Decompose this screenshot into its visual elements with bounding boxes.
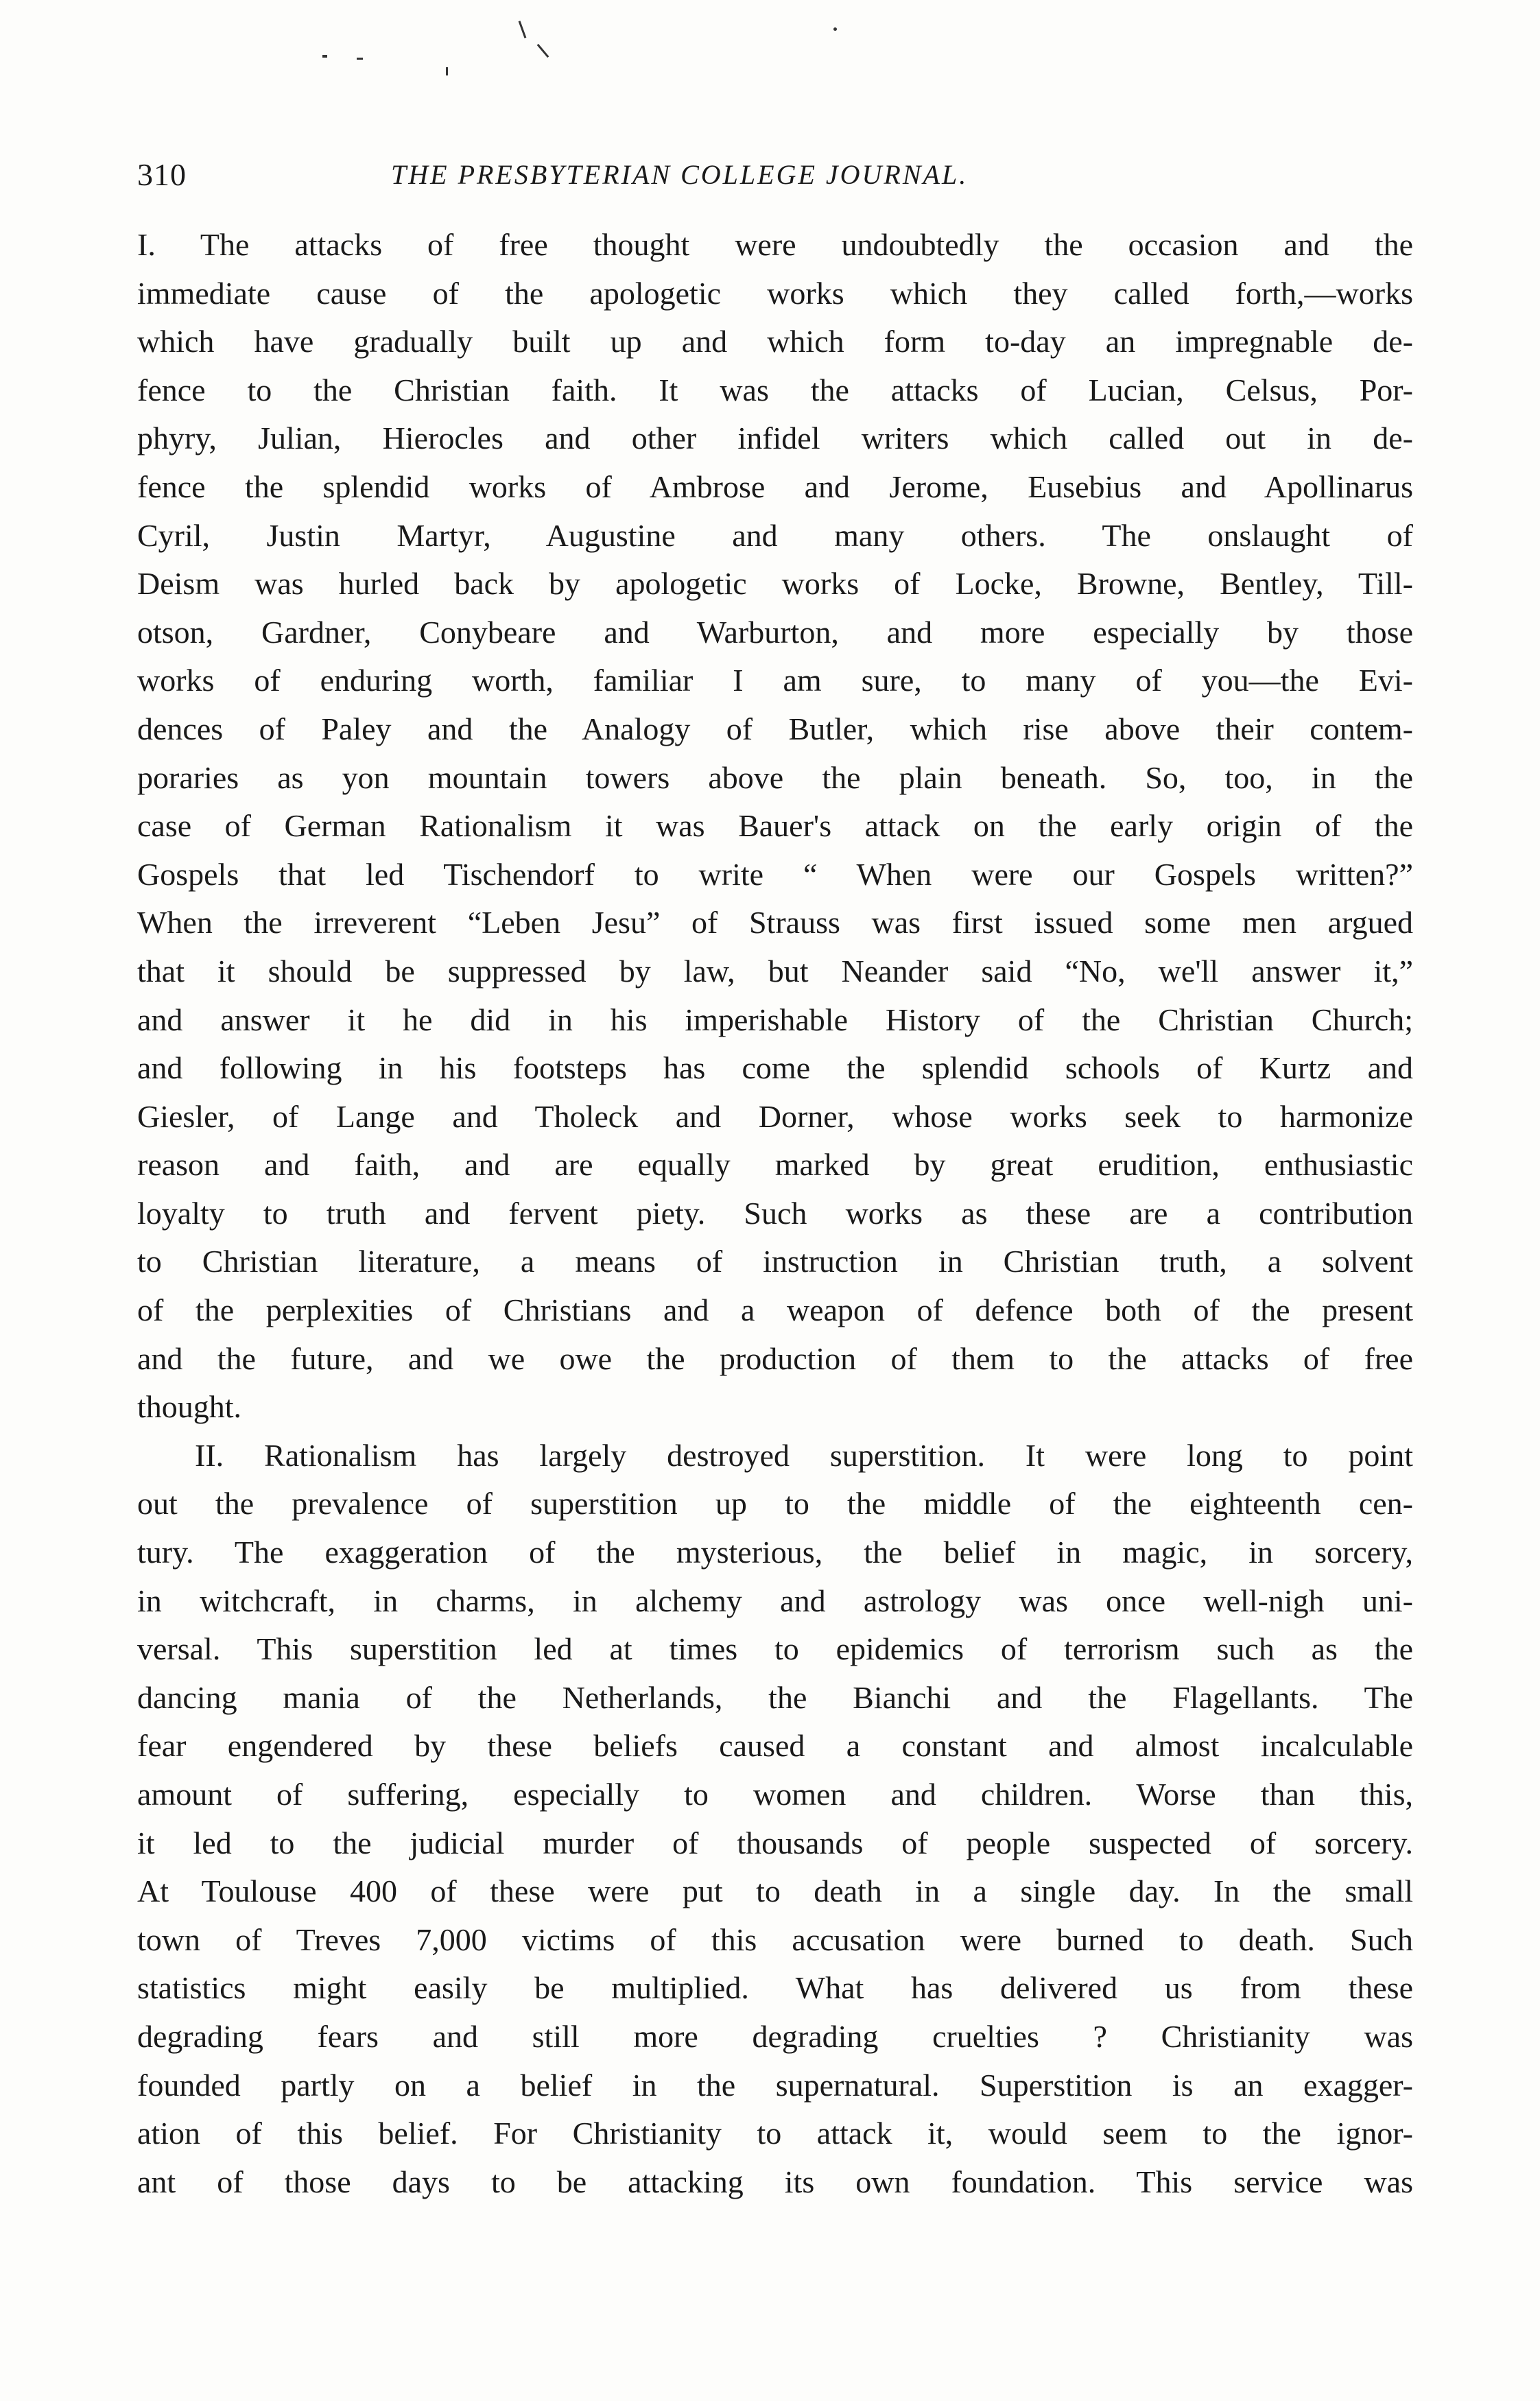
text-line: that it should be suppressed by law, but Neander said “No, we'll answer it,” bbox=[137, 953, 1413, 989]
text-line: tury. The exaggeration of the mysterious, the belief in magic, in sorcery, bbox=[137, 1535, 1413, 1570]
text-line: When the irreverent “Leben Jesu” of Strauss was first issued some men argued bbox=[137, 905, 1413, 941]
ink-speck bbox=[446, 67, 448, 75]
text-line: otson, Gardner, Conybeare and Warburton, and more especially by those bbox=[137, 614, 1413, 650]
text-line: Deism was hurled back by apologetic works of Locke, Browne, Bentley, Till- bbox=[137, 566, 1413, 602]
text-line: phyry, Julian, Hierocles and other infidel writers which called out in de- bbox=[137, 421, 1413, 456]
text-line: versal. This superstition led at times to epidemics of terrorism such as the bbox=[137, 1631, 1413, 1667]
text-line: Cyril, Justin Martyr, Augustine and many others. The onslaught of bbox=[137, 517, 1413, 553]
article-body bbox=[137, 221, 1413, 2206]
text-line: reason and faith, and are equally marked by great erudition, enthusiastic bbox=[137, 1147, 1413, 1183]
ink-speck bbox=[357, 58, 363, 60]
text-line: and answer it he did in his imperishable History of the Christian Church; bbox=[137, 1002, 1413, 1037]
text-line: it led to the judicial murder of thousands of people suspected of sorcery. bbox=[137, 1825, 1413, 1860]
text-line: ation of this belief. For Christianity to attack it, would seem to the ignor- bbox=[137, 2116, 1413, 2151]
text-line: poraries as yon mountain towers above the plain beneath. So, too, in the bbox=[137, 759, 1413, 795]
text-line: case of German Rationalism it was Bauer's attack on the early origin of the bbox=[137, 808, 1413, 844]
ink-speck bbox=[519, 21, 527, 38]
text-line: in witchcraft, in charms, in alchemy and astrology was once well-nigh uni- bbox=[137, 1583, 1413, 1618]
text-line: dancing mania of the Netherlands, the Bianchi and the Flagellants. The bbox=[137, 1679, 1413, 1715]
text-line: Giesler, of Lange and Tholeck and Dorner, whose works seek to harmonize bbox=[137, 1098, 1413, 1134]
text-line: of the perplexities of Christians and a weapon of defence both of the present bbox=[137, 1292, 1413, 1328]
text-line: fear engendered by these beliefs caused a constant and almost incalculable bbox=[137, 1728, 1413, 1764]
text-line: and following in his footsteps has come the splendid schools of Kurtz and bbox=[137, 1050, 1413, 1086]
text-line: and the future, and we owe the production of them to the attacks of free bbox=[137, 1340, 1413, 1376]
running-title: THE PRESBYTERIAN COLLEGE JOURNAL. bbox=[391, 159, 969, 190]
text-line: II. Rationalism has largely destroyed superstition. It were long to point bbox=[195, 1437, 1413, 1473]
text-line: out the prevalence of superstition up to the middle of the eighteenth cen- bbox=[137, 1486, 1413, 1522]
text-line: founded partly on a belief in the supernatural. Superstition is an exagger- bbox=[137, 2067, 1413, 2103]
text-line: thought. bbox=[137, 1389, 242, 1425]
text-line: to Christian literature, a means of instruction in Christian truth, a solvent bbox=[137, 1244, 1413, 1279]
text-line: town of Treves 7,000 victims of this accusation were burned to death. Such bbox=[137, 1921, 1413, 1957]
ink-speck bbox=[322, 55, 327, 58]
text-line: fence to the Christian faith. It was the attacks of Lucian, Celsus, Por- bbox=[137, 372, 1413, 407]
text-line: ant of those days to be attacking its own foundation. This service was bbox=[137, 2164, 1413, 2199]
text-line: amount of suffering, especially to women and children. Worse than this, bbox=[137, 1777, 1413, 1812]
ink-speck bbox=[833, 27, 837, 31]
text-line: loyalty to truth and fervent piety. Such works as these are a contribution bbox=[137, 1195, 1413, 1231]
page-header bbox=[137, 151, 1413, 199]
ink-speck bbox=[537, 44, 549, 58]
text-line: works of enduring worth, familiar I am sure, to many of you—the Evi- bbox=[137, 663, 1413, 698]
text-line: immediate cause of the apologetic works which they called forth,—works bbox=[137, 275, 1413, 311]
text-line: degrading fears and still more degrading cruelties ? Christianity was bbox=[137, 2018, 1413, 2054]
text-line: which have gradually built up and which form to-day an impregnable de- bbox=[137, 324, 1413, 359]
text-line: I. The attacks of free thought were undoubtedly the occasion and the bbox=[137, 227, 1413, 262]
text-line: At Toulouse 400 of these were put to death in a single day. In the small bbox=[137, 1873, 1413, 1909]
text-line: statistics might easily be multiplied. What has delivered us from these bbox=[137, 1970, 1413, 2006]
text-line: dences of Paley and the Analogy of Butler, which rise above their contem- bbox=[137, 711, 1413, 746]
text-line: Gospels that led Tischendorf to write “ When were our Gospels written?” bbox=[137, 856, 1413, 892]
page-number: 310 bbox=[137, 157, 187, 192]
text-line: fence the splendid works of Ambrose and Jerome, Eusebius and Apollinarus bbox=[137, 469, 1413, 504]
